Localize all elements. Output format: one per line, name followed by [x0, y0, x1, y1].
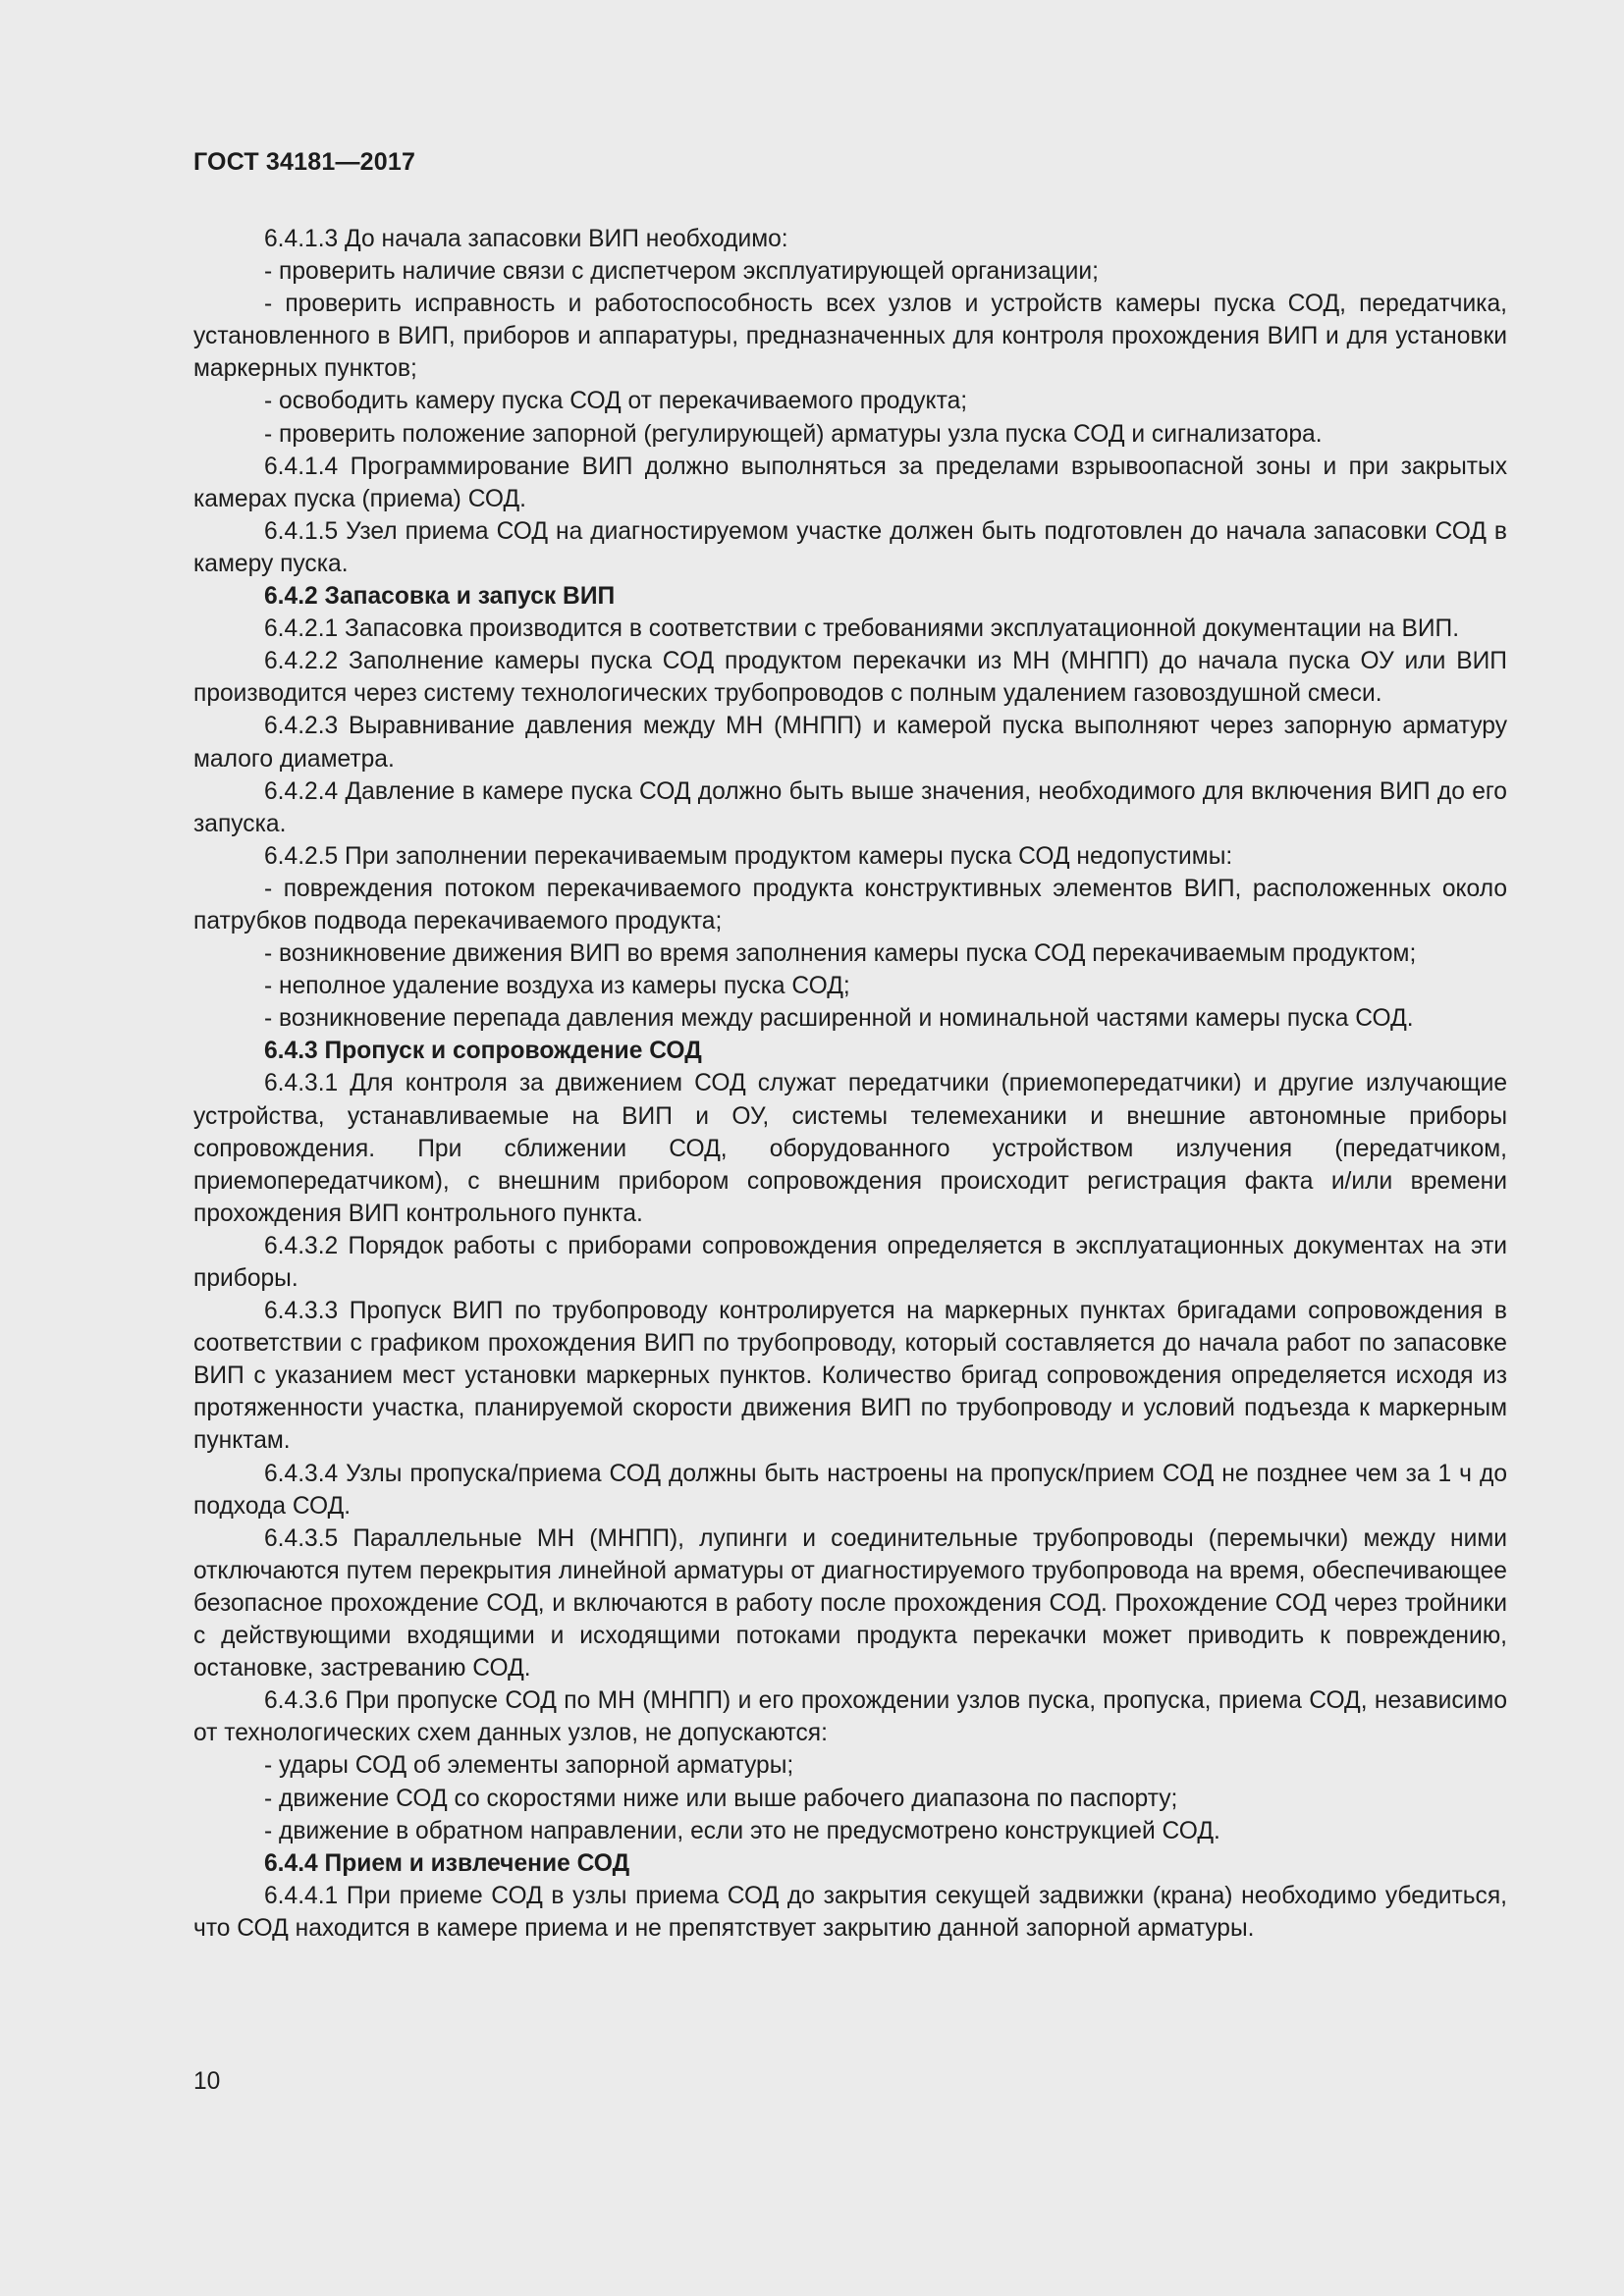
paragraph: 6.4.2.4 Давление в камере пуска СОД должно быть выше значения, необходимого для включения ВИП до его запуска.	[193, 777, 1507, 837]
paragraph: 6.4.3.5 Параллельные МН (МНПП), лупинги и соединительные трубопроводы (перемычки) между ними отключаются путем перекрытия линейной арматуры от диагностируемого трубопровода на время, обеспечивающее безопасное прохождение СОД, и включаются в работу после прохождения СОД. Прохождение СОД через тройники с действующими входящими и исходящими потоками продукта перекачки может приводить к повреждению, остановке, застреванию СОД.	[193, 1524, 1507, 1682]
paragraph: 6.4.3.2 Порядок работы с приборами сопровождения определяется в эксплуатационных документах на эти приборы.	[193, 1232, 1507, 1292]
document-header-title: ГОСТ 34181—2017	[193, 148, 416, 176]
section-heading: 6.4.2 Запасовка и запуск ВИП	[264, 583, 616, 611]
list-item: - проверить положение запорной (регулирующей) арматуры узла пуска СОД и сигнализатора.	[193, 418, 1507, 451]
paragraph: 6.4.2.5 При заполнении перекачиваемым продуктом камеры пуска СОД недопустимы:	[264, 842, 1233, 870]
list-item: - возникновение перепада давления между расширенной и номинальной частями камеры пуска СОД.	[193, 1002, 1507, 1035]
section-heading: 6.4.4 Прием и извлечение СОД	[264, 1849, 630, 1877]
list-item: - проверить исправность и работоспособность всех узлов и устройств камеры пуска СОД, передатчика, установленного в ВИП, приборов и аппаратуры, предназначенных для контроля прохождения ВИП и для установки маркерных пунктов;	[193, 288, 1507, 385]
paragraph: 6.4.3.3 Пропуск ВИП по трубопроводу контролируется на маркерных пунктах бригадами сопровождения в соответствии с графиком прохождения ВИП по трубопроводу, который составляется до начала работ по запасовке ВИП с указанием мест установки маркерных пунктов. Количество бригад сопровождения определяется исходя из протяженности участка, планируемой скорости движения ВИП по трубопроводу и условий подъезда к маркерным пунктам.	[193, 1298, 1507, 1455]
section-heading: 6.4.3 Пропуск и сопровождение СОД	[264, 1038, 702, 1065]
list-item: - возникновение движения ВИП во время заполнения камеры пуска СОД перекачиваемым продуктом;	[193, 937, 1507, 970]
list-item: - удары СОД об элементы запорной арматуры;	[193, 1749, 1507, 1782]
list-item: - освободить камеру пуска СОД от перекачиваемого продукта;	[193, 385, 1507, 417]
paragraph: 6.4.2.2 Заполнение камеры пуска СОД продуктом перекачки из МН (МНПП) до начала пуска ОУ или ВИП производится через систему технологических трубопроводов с полным удалением газовоздушной смеси.	[193, 648, 1507, 708]
page-number: 10	[193, 2068, 221, 2095]
paragraph: 6.4.4.1 При приеме СОД в узлы приема СОД до закрытия секущей задвижки (крана) необходимо убедиться, что СОД находится в камере приема и не препятствует закрытию данной запорной арматуры.	[193, 1882, 1507, 1942]
list-item: - неполное удаление воздуха из камеры пуска СОД;	[193, 970, 1507, 1002]
document-body	[193, 223, 1507, 1945]
paragraph: 6.4.3.6 При пропуске СОД по МН (МНПП) и его прохождении узлов пуска, пропуска, приема СОД, независимо от технологических схем данных узлов, не допускаются:	[193, 1687, 1507, 1747]
paragraph: 6.4.1.3 До начала запасовки ВИП необходимо:	[264, 226, 788, 252]
paragraph: 6.4.2.3 Выравнивание давления между МН (МНПП) и камерой пуска выполняют через запорную арматуру малого диаметра.	[193, 713, 1507, 773]
list-item: - движение СОД со скоростями ниже или выше рабочего диапазона по паспорту;	[193, 1783, 1507, 1815]
paragraph: 6.4.1.4 Программирование ВИП должно выполняться за пределами взрывоопасной зоны и при закрытых камерах пуска (приема) СОД.	[193, 453, 1507, 512]
paragraph: 6.4.3.1 Для контроля за движением СОД служат передатчики (приемопередатчики) и другие излучающие устройства, устанавливаемые на ВИП и ОУ, системы телемеханики и внешние автономные приборы сопровождения. При сближении СОД, оборудованного устройством излучения (передатчиком, приемопередатчиком), с внешним прибором сопровождения происходит регистрация факта и/или времени прохождения ВИП контрольного пункта.	[193, 1070, 1507, 1227]
list-item: - движение в обратном направлении, если это не предусмотрено конструкцией СОД.	[193, 1815, 1507, 1847]
paragraph: 6.4.3.4 Узлы пропуска/приема СОД должны быть настроены на пропуск/прием СОД не позднее чем за 1 ч до подхода СОД.	[193, 1460, 1507, 1520]
paragraph: 6.4.1.5 Узел приема СОД на диагностируемом участке должен быть подготовлен до начала запасовки СОД в камеру пуска.	[193, 517, 1507, 577]
paragraph: 6.4.2.1 Запасовка производится в соответствии с требованиями эксплуатационной документации на ВИП.	[264, 615, 1460, 643]
list-item: - повреждения потоком перекачиваемого продукта конструктивных элементов ВИП, расположенных около патрубков подвода перекачиваемого продукта;	[193, 873, 1507, 937]
list-item: - проверить наличие связи с диспетчером эксплуатирующей организации;	[193, 255, 1507, 288]
